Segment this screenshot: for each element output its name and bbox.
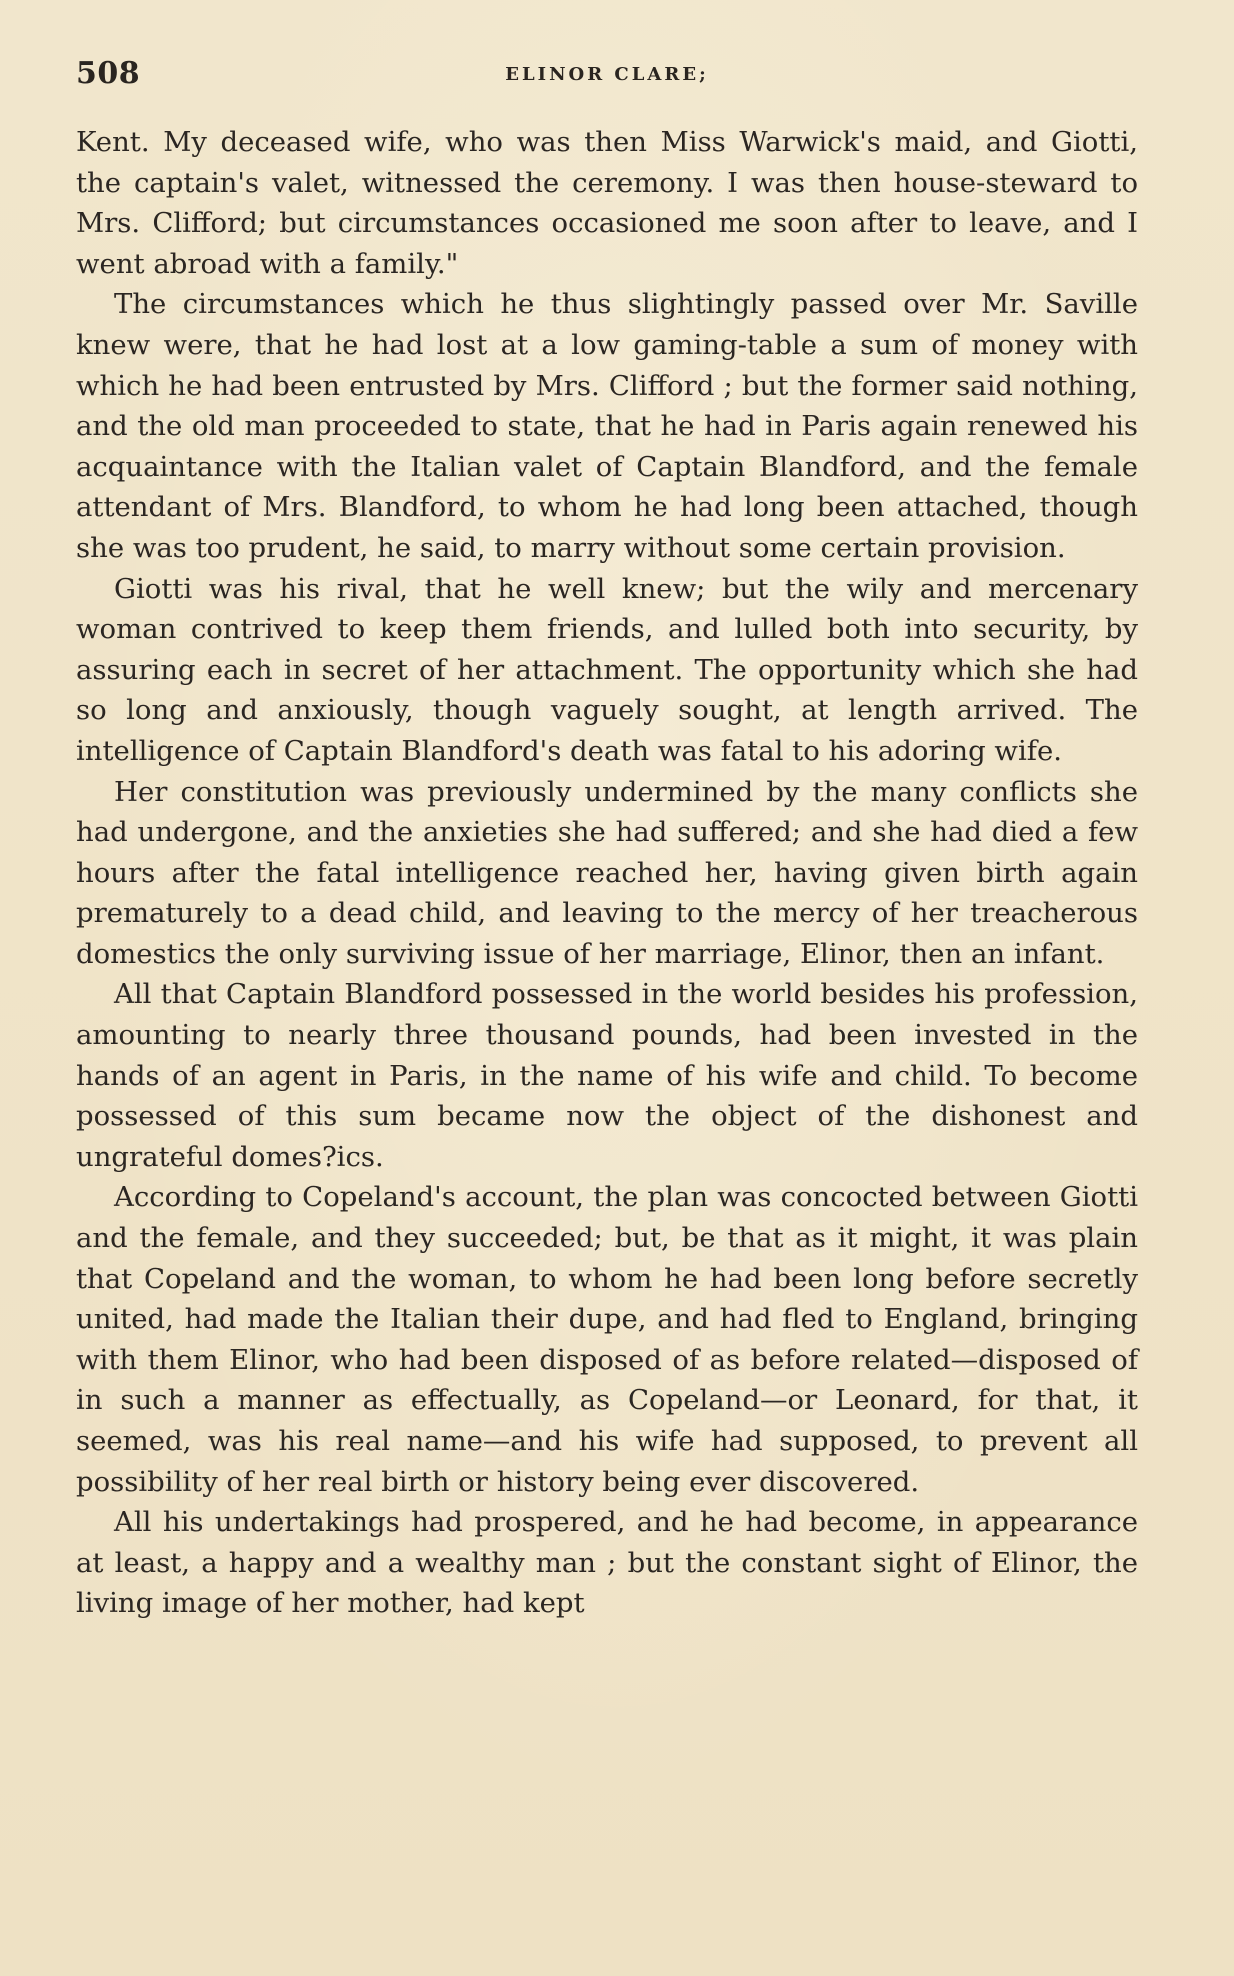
running-title: ELINOR CLARE; <box>505 64 709 85</box>
running-head <box>76 56 1138 96</box>
body-text <box>76 122 1138 1624</box>
paragraph: Giotti was his rival, that he well knew; but the wily and mercenary woman contrived to keep them friends, and lulled both into security, by assuring each in secret of her attachment. The opportunity which she had so long and anxiously, though vaguely sought, at length arrived. The intelligence of Captain Blandford's death was fatal to his adoring wife. <box>76 572 1138 767</box>
paragraph: The circumstances which he thus slightingly passed over Mr. Saville knew were, that he had lost at a low gaming-table a sum of money with which he had been entrusted by Mrs. Clifford ; but the former said nothing, and the old man proceeded to state, that he had in Paris again renewed his acquaintance with the Italian valet of Captain Blandford, and the female attendant of Mrs. Blandford, to whom he had long been attached, though she was too prudent, he said, to marry without some certain provision. <box>76 288 1138 564</box>
page-number: 508 <box>76 56 141 91</box>
paragraph: According to Copeland's account, the plan was concocted between Giotti and the female, and they succeeded; but, be that as it might, it was plain that Copeland and the woman, to whom he had been long before secretly united, had made the Italian their dupe, and had fled to England, bringing with them Elinor, who had been disposed of as before related—disposed of in such a manner as effectually, as Copeland—or Leonard, for that, it seemed, was his real name—and his wife had supposed, to prevent all possibility of her real birth or history being ever discovered. <box>76 1181 1138 1498</box>
paragraph: Her constitution was previously undermined by the many conflicts she had undergone, and the anxieties she had suffered; and she had died a few hours after the fatal intelligence reached her, having given birth again prematurely to a dead child, and leaving to the mercy of her treacherous domestics the only surviving issue of her marriage, Elinor, then an infant. <box>76 775 1138 970</box>
paragraph-last: All his undertakings had prospered, and he had become, in appearance at least, a happy and a wealthy man ; but the constant sight of Elinor, the living image of her mother, had kept <box>76 1506 1138 1620</box>
paragraph-continued: Kent. My deceased wife, who was then Miss Warwick's maid, and Giotti, the captain's valet, witnessed the ceremony. I was then house-steward to Mrs. Clifford; but circumstances occasioned me soon after to leave, and I went abroad with a family." <box>76 126 1138 280</box>
paragraph: All that Captain Blandford possessed in the world besides his profession, amounting to nearly three thousand pounds, had been invested in the hands of an agent in Paris, in the name of his wife and child. To become possessed of this sum became now the object of the dishonest and ungrateful domes?ics. <box>76 978 1138 1173</box>
